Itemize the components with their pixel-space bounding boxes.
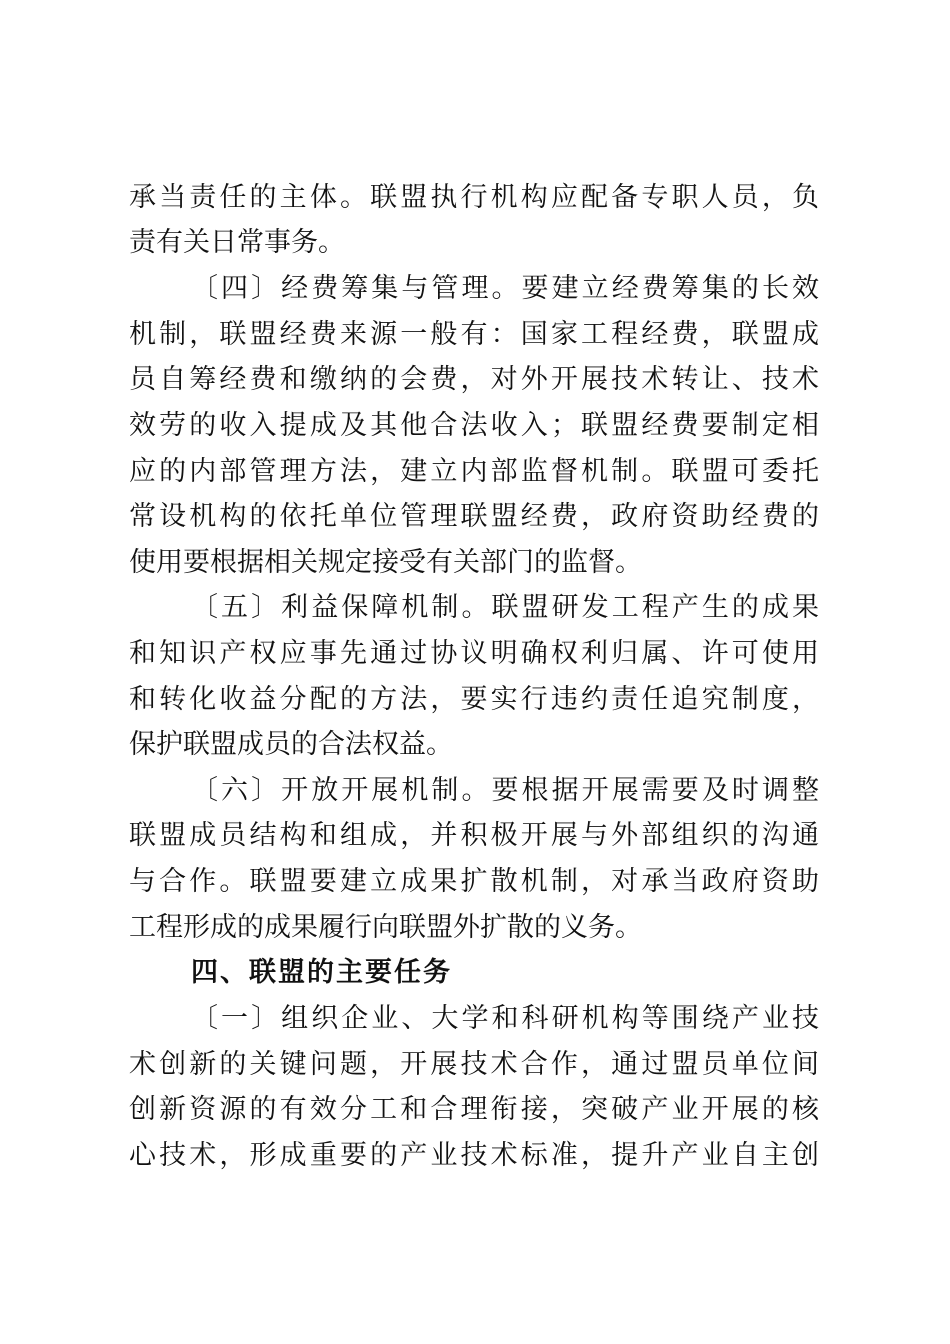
- paragraph-line: 员自筹经费和缴纳的会费，对外开展技术转让、技术: [129, 364, 819, 395]
- paragraph-line: 与合作。联盟要建立成果扩散机制，对承当政府资助: [129, 866, 819, 897]
- paragraph-line: 心技术，形成重要的产业技术标准，提升产业自主创: [129, 1140, 819, 1171]
- paragraph-line: 和转化收益分配的方法，要实行违约责任追究制度，: [129, 684, 819, 715]
- paragraph-line: 工程形成的成果履行向联盟外扩散的义务。: [129, 912, 642, 943]
- paragraph-line: 保护联盟成员的合法权益。: [129, 729, 453, 760]
- paragraph-line: 应的内部管理方法，建立内部监督机制。联盟可委托: [129, 456, 819, 487]
- paragraph-line: 〔六〕开放开展机制。要根据开展需要及时调整: [191, 775, 819, 806]
- paragraph-line: 〔一〕组织企业、大学和科研机构等围绕产业技: [191, 1003, 819, 1034]
- paragraph-line: 承当责任的主体。联盟执行机构应配备专职人员，负: [129, 182, 819, 213]
- paragraph-line: 和知识产权应事先通过协议明确权利归属、许可使用: [129, 638, 819, 669]
- paragraph-line: 〔五〕利益保障机制。联盟研发工程产生的成果: [191, 592, 819, 623]
- paragraph-line: 联盟成员结构和组成，并积极开展与外部组织的沟通: [129, 820, 819, 851]
- paragraph-line: 责有关日常事务。: [129, 227, 345, 258]
- paragraph-line: 〔四〕经费筹集与管理。要建立经费筹集的长效: [191, 273, 819, 304]
- paragraph-line: 使用要根据相关规定接受有关部门的监督。: [129, 547, 642, 578]
- section-heading: 四、联盟的主要任务: [191, 957, 452, 988]
- paragraph-line: 常设机构的依托单位管理联盟经费，政府资助经费的: [129, 501, 819, 532]
- paragraph-line: 创新资源的有效分工和合理衔接，突破产业开展的核: [129, 1094, 819, 1125]
- paragraph-line: 术创新的关键问题，开展技术合作，通过盟员单位间: [129, 1049, 819, 1080]
- paragraph-line: 机制，联盟经费来源一般有：国家工程经费，联盟成: [129, 319, 819, 350]
- paragraph-line: 效劳的收入提成及其他合法收入；联盟经费要制定相: [129, 410, 819, 441]
